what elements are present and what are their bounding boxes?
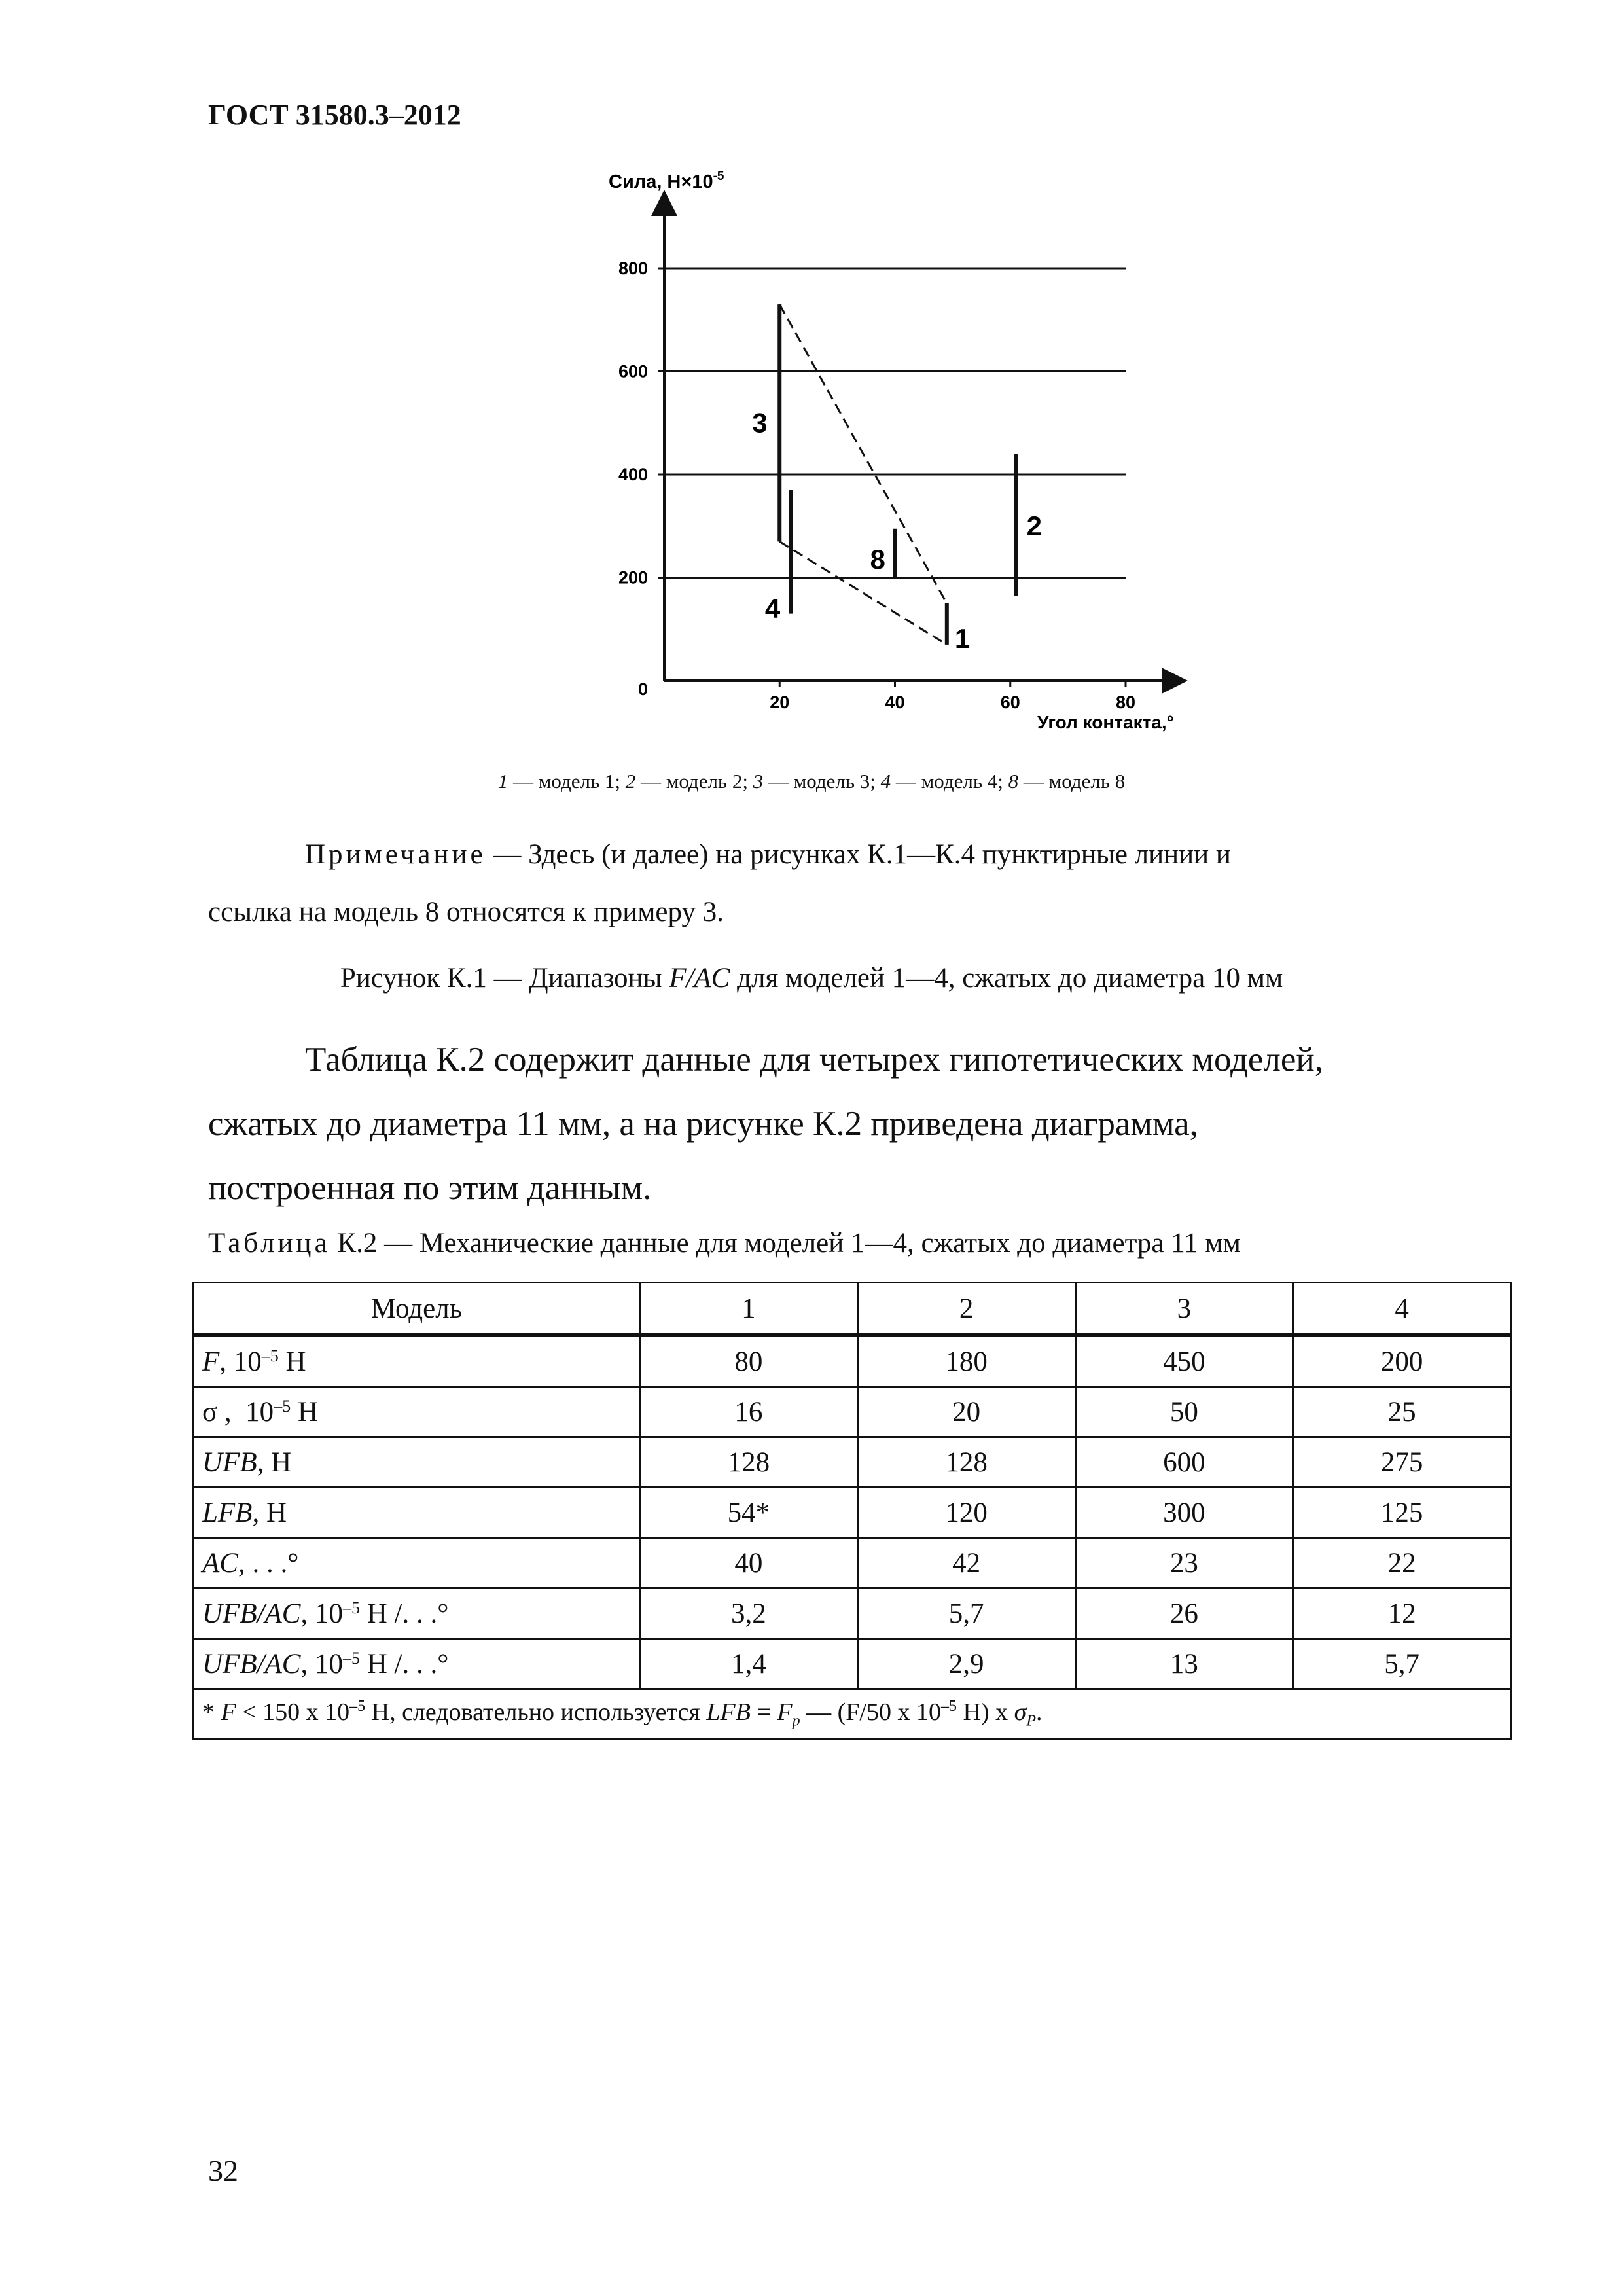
series-labels	[752, 407, 1042, 654]
table-title: Таблица К.2 — Механические данные для моделей 1—4, сжатых до диаметра 11 мм	[208, 1228, 1241, 1259]
legend-number: 8	[1008, 770, 1019, 793]
x-tick-label: 60	[1000, 692, 1020, 712]
dashed-line	[779, 304, 947, 603]
table-cell: 22	[1293, 1538, 1511, 1588]
legend-number: 1	[497, 770, 508, 793]
table-cell: 128	[857, 1437, 1075, 1488]
table-row	[194, 1488, 1511, 1538]
legend-text: — модель 8	[1018, 770, 1126, 793]
table-cell: 275	[1293, 1437, 1511, 1488]
force-angle-figure	[582, 160, 1237, 749]
table-cell: 25	[1293, 1387, 1511, 1437]
legend-number: 2	[625, 770, 636, 793]
table-row	[194, 1538, 1511, 1588]
table-cell: 16	[640, 1387, 858, 1437]
table-cell: 13	[1075, 1639, 1293, 1689]
table-cell: 5,7	[1293, 1639, 1511, 1689]
legend-number: 4	[880, 770, 891, 793]
header-cell: 4	[1293, 1283, 1511, 1336]
legend-text: — модель 4;	[891, 770, 1008, 793]
page-number: 32	[208, 2154, 238, 2187]
table-cell: 600	[1075, 1437, 1293, 1488]
axes	[664, 203, 1175, 687]
row-label: UFB, Н	[194, 1437, 640, 1488]
row-label: F, $10^{-5}$ Н	[194, 1335, 640, 1387]
series-label-4: 4	[764, 592, 781, 624]
table-cell: 128	[640, 1437, 858, 1488]
dashed-line	[779, 541, 947, 645]
legend-text: — модель 3;	[763, 770, 881, 793]
body-paragraph	[208, 1028, 1507, 1220]
y-tick-label: 800	[618, 259, 648, 278]
figure-legend	[0, 770, 1623, 793]
table-row	[194, 1387, 1511, 1437]
header-cell: Модель	[194, 1283, 640, 1336]
x-tick-label: 80	[1115, 692, 1136, 712]
header-cell: 3	[1075, 1283, 1293, 1336]
grid-lines	[658, 268, 1126, 578]
x-axis-label: Угол контакта,°	[1037, 712, 1174, 732]
row-label: AC, . . .°	[194, 1538, 640, 1588]
table-cell: 1,4	[640, 1639, 858, 1689]
table-row	[194, 1437, 1511, 1488]
table-footnote: * F < 150 х $10^{-5}$ Н, следовательно используется LFB = $F_p$ — (F/50 х $10^{-5}$ Н) х $\sigma_P$.	[194, 1689, 1511, 1740]
y-tick-label: 0	[637, 679, 648, 699]
legend-text: — модель 1;	[508, 770, 626, 793]
legend-number: 3	[753, 770, 764, 793]
table-cell: 200	[1293, 1335, 1511, 1387]
row-label: σ , $10^{-5}$ Н	[194, 1387, 640, 1437]
x-tick-label: 20	[770, 692, 790, 712]
table-cell: 26	[1075, 1588, 1293, 1639]
series-label-8: 8	[870, 543, 885, 575]
mechanical-data-table	[192, 1282, 1512, 1740]
table-cell: 50	[1075, 1387, 1293, 1437]
header-cell: 2	[857, 1283, 1075, 1336]
table-cell: 40	[640, 1538, 858, 1588]
header-cell: 1	[640, 1283, 858, 1336]
table-row	[194, 1335, 1511, 1387]
y-tick-label: 600	[618, 361, 648, 382]
note-text-1: — Здесь (и далее) на рисунках К.1—К.4 пунктирные линии и	[486, 839, 1231, 870]
paragraph-line-1: Таблица К.2 содержит данные для четырех гипотетических моделей,	[305, 1041, 1324, 1079]
series-label-3: 3	[752, 407, 768, 439]
y-axis-label: Сила, $Н\times 10^{-5}$	[609, 170, 724, 192]
table-cell: 12	[1293, 1588, 1511, 1639]
y-tick-label: 200	[618, 567, 648, 588]
series-label-1: 1	[954, 622, 971, 654]
table-cell: 180	[857, 1335, 1075, 1387]
paragraph-line-3: построенная по этим данным.	[208, 1169, 652, 1207]
row-label: UFB/AC, $10^{-5}$ Н /. . .°	[194, 1639, 640, 1689]
paragraph-line-2: сжатых до диаметра 11 мм, а на рисунке К.2 приведена диаграмма,	[208, 1105, 1198, 1143]
table-cell: 20	[857, 1387, 1075, 1437]
row-label: UFB/AC, $10^{-5}$ Н /. . .°	[194, 1588, 640, 1639]
table-cell: 23	[1075, 1538, 1293, 1588]
table-cell: 80	[640, 1335, 858, 1387]
table-cell: 125	[1293, 1488, 1511, 1538]
figure-caption: Рисунок К.1 — Диапазоны F/AC для моделей 1—4, сжатых до диаметра 10 мм	[340, 963, 1283, 994]
series-label-2: 2	[1026, 510, 1042, 541]
table-cell: 42	[857, 1538, 1075, 1588]
document-header: ГОСТ 31580.3–2012	[208, 99, 461, 131]
table-row	[194, 1588, 1511, 1639]
note-text-2: ссылка на модель 8 относятся к примеру 3.	[208, 897, 724, 927]
table-cell: 2,9	[857, 1639, 1075, 1689]
table-footnote-row	[194, 1689, 1511, 1740]
table-cell: 300	[1075, 1488, 1293, 1538]
table-cell: 450	[1075, 1335, 1293, 1387]
y-tick-label: 400	[618, 465, 648, 484]
note-label: Примечание	[305, 839, 486, 870]
legend-text: — модель 2;	[635, 770, 753, 793]
table-header-row	[194, 1283, 1511, 1336]
table-cell: 54*	[640, 1488, 858, 1538]
table-cell: 120	[857, 1488, 1075, 1538]
figure-note	[208, 826, 1425, 941]
tick-labels	[618, 259, 1135, 712]
table-cell: 5,7	[857, 1588, 1075, 1639]
x-tick-label: 40	[885, 692, 905, 712]
row-label: LFB, Н	[194, 1488, 640, 1538]
table-row	[194, 1639, 1511, 1689]
table-cell: 3,2	[640, 1588, 858, 1639]
